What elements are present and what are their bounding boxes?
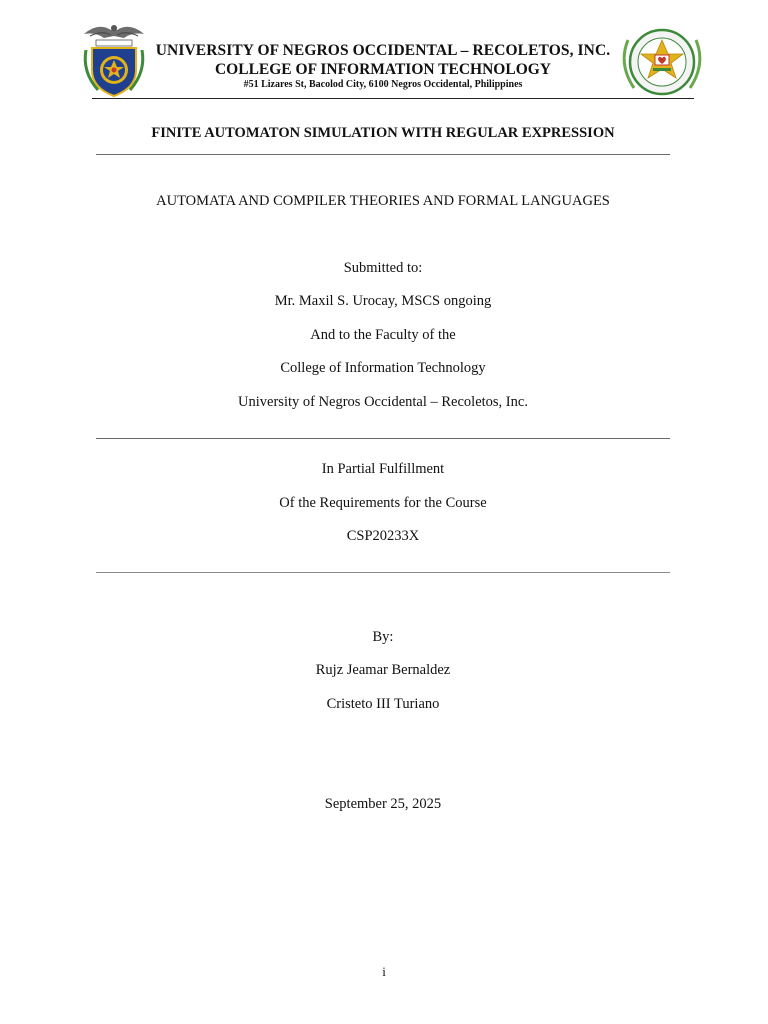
by-label: By: <box>372 629 394 645</box>
fulfillment-line-2: Of the Requirements for the Course <box>279 495 487 511</box>
fulfillment-line-1: In Partial Fulfillment <box>321 461 445 477</box>
submission-divider <box>96 438 670 439</box>
course-name: AUTOMATA AND COMPILER THEORIES AND FORMAL LANGUAGES <box>156 193 610 209</box>
author-name: Cristeto III Turiano <box>326 696 440 712</box>
title-divider <box>96 154 670 155</box>
author-name: Rujz Jeamar Bernaldez <box>315 662 451 678</box>
unor-university-seal-icon <box>78 20 150 98</box>
faculty-line: And to the Faculty of the <box>310 327 456 343</box>
instructor-name: Mr. Maxil S. Urocay, MSCS ongoing <box>274 293 492 309</box>
submitted-to-label: Submitted to: <box>343 260 423 276</box>
page-number: i <box>382 964 386 979</box>
university-name: UNIVERSITY OF NEGROS OCCIDENTAL – RECOLETOS, INC. <box>155 42 611 59</box>
document-title: FINITE AUTOMATON SIMULATION WITH REGULAR EXPRESSION <box>151 125 615 141</box>
college-line: College of Information Technology <box>280 360 486 376</box>
college-name: COLLEGE OF INFORMATION TECHNOLOGY <box>214 61 551 78</box>
submission-date: September 25, 2025 <box>324 796 442 812</box>
university-address: #51 Lizares St, Bacolod City, 6100 Negros Occidental, Philippines <box>243 79 523 90</box>
course-code: CSP20233X <box>346 528 420 544</box>
fulfillment-divider <box>96 572 670 573</box>
header-divider <box>92 98 694 99</box>
college-of-it-seal-icon <box>620 24 704 100</box>
university-line: University of Negros Occidental – Recoletos, Inc. <box>238 394 528 410</box>
